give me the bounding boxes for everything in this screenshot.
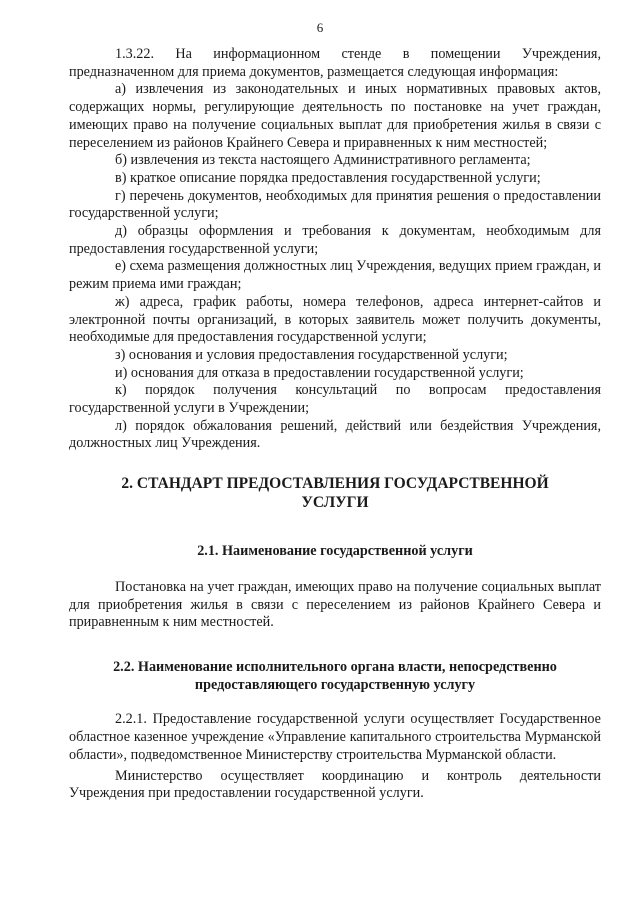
- page-number: 6: [316, 20, 324, 35]
- list-item: ж) адреса, график работы, номера телефонов, адреса интернет-сайтов и электронной почты организаций, в которых заявитель может получить документы, необходимые для предоставления государственной услуги;: [69, 293, 601, 346]
- intro-paragraph: 1.3.22. На информационном стенде в помещении Учреждения, предназначенном для приема документов, размещается следующая информация:: [69, 46, 601, 80]
- section-heading: 2. СТАНДАРТ ПРЕДОСТАВЛЕНИЯ ГОСУДАРСТВЕННОЙ УСЛУГИ: [121, 475, 549, 512]
- paragraph-ministry: Министерство осуществляет координацию и контроль деятельности Учреждения при предоставлении государственной услуги.: [69, 767, 601, 802]
- list-item: в) краткое описание порядка предоставления государственной услуги;: [115, 169, 541, 186]
- subsection-heading-2-2: 2.2. Наименование исполнительного органа власти, непосредственно предоставляющего государственную услугу: [113, 658, 557, 693]
- list-item: л) порядок обжалования решений, действий или бездействия Учреждения, должностных лиц Учреждения.: [69, 417, 601, 452]
- document-body: [69, 46, 601, 803]
- list-item: д) образцы оформления и требования к документам, необходимым для предоставления государственной услуги;: [69, 223, 601, 257]
- list-item: и) основания для отказа в предоставлении государственной услуги;: [115, 364, 524, 381]
- list-item: з) основания и условия предоставления государственной услуги;: [115, 346, 508, 363]
- list-item: г) перечень документов, необходимых для принятия решения о предоставлении государственной услуги;: [69, 187, 601, 222]
- paragraph-2-2-1: 2.2.1. Предоставление государственной услуги осуществляет Государственное областное казенное учреждение «Управление капитального строительства Мурманской области», подведомственное Министерству строительства Мурманской области.: [69, 711, 601, 763]
- list-item: а) извлечения из законодательных и иных нормативных правовых актов, содержащих нормы, регулирующие деятельность по постановке на учет граждан, имеющих право на получение социальных выплат для приобретения жилья в связи с переселением из районов Крайнего Севера и приравненных к ним местностей;: [69, 81, 601, 151]
- subsection-2-1-text: Постановка на учет граждан, имеющих право на получение социальных выплат для приобретения жилья в связи с переселением из районов Крайнего Севера и приравненным к ним местностей.: [69, 578, 601, 631]
- list-item: е) схема размещения должностных лиц Учреждения, ведущих прием граждан, и режим приема ими граждан;: [69, 258, 601, 293]
- subsection-heading-2-1: 2.1. Наименование государственной услуги: [197, 543, 473, 560]
- list-item: б) извлечения из текста настоящего Административного регламента;: [115, 152, 531, 169]
- list-item: к) порядок получения консультаций по вопросам предоставления государственной услуги в Учреждении;: [69, 382, 601, 417]
- info-list: [69, 81, 601, 453]
